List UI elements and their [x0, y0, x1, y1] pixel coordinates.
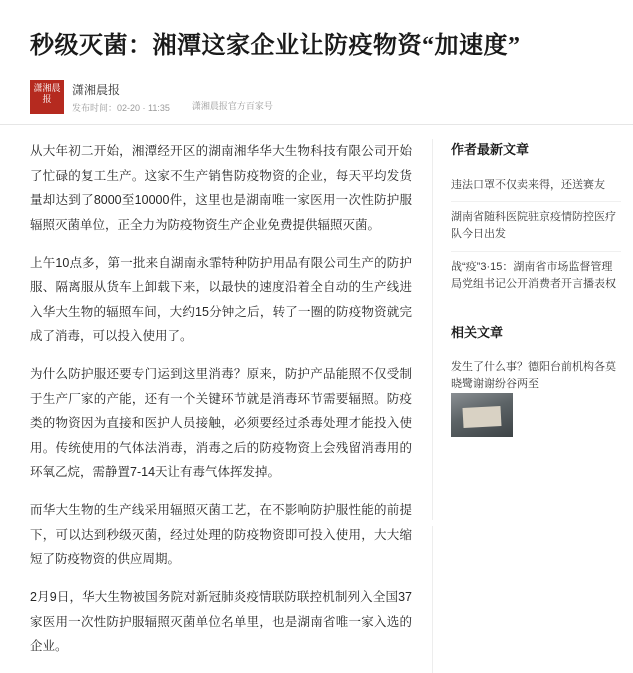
page-title: 秒级灭菌：湘潭这家企业让防疫物资“加速度”: [30, 33, 521, 59]
paragraph: 从大年初二开始，湘潭经开区的湖南湘华华大生物科技有限公司开始了忙碌的复工生产。这家不生产销售防疫物资的企业，每天平均发货量却达到了8000至10000件，这里也是湖南唯一家医用一次性防护服辐照灭菌单位，正全力为防疫物资生产企业免费提供辐照灭菌。: [30, 144, 412, 232]
sidebar-latest-list: [451, 170, 621, 299]
paragraph: 2月9日，华大生物被国务院对新冠肺炎疫情联防联控机制列入全国37家医用一次性防护服辐照灭菌单位名单里，也是湖南省唯一家入选的企业。: [30, 590, 412, 654]
source-label: 潇湘晨报官方百家号: [191, 101, 273, 112]
byline: [30, 80, 603, 124]
paragraph: 而华大生物的生产线采用辐照灭菌工艺，在不影响防护服性能的前提下，可以达到秒级灭菌，经过处理的防疫物资即可投入使用，大大缩短了防疫物资的供应周期。: [30, 503, 412, 567]
bottom-edge: [0, 520, 633, 526]
paragraph: 为什么防护服还要专门运到这里消毒？原来，防护产品能照不仅受制于生产厂家的产能，还有一个关键环节就是消毒环节需要辐照。防疫类的物资因为直接和医护人员接触，必须要经过杀毒处理才能投入使用。传统使用的气体法消毒，消毒之后的防疫物资上会残留消毒用的环氧乙烷，需静置7-14天让有毒气体挥发掉。: [30, 367, 412, 479]
publisher-logo: 潇湘晨报: [30, 80, 64, 114]
paragraph: 上午10点多，第一批来自湖南永霏特种防护用品有限公司生产的防护服、隔离服从货车上卸载下来，以最快的速度沿着全自动的生产线进入华大生物的辐照车间，大约15分钟之后，转了一圈的防疫物资就完成了消毒，可以投入使用了。: [30, 255, 412, 344]
sidebar-latest-title: 作者最新文章: [451, 142, 530, 158]
list-item[interactable]: 湖南省随科医院驻京疫情防控医疗队今日出发: [451, 202, 621, 251]
list-item[interactable]: [451, 353, 621, 393]
publish-time: 发布时间：02-20 · 11:35: [72, 102, 170, 113]
list-item[interactable]: 战“疫”3·15：湖南省市场监督管理局党组书记公开消费者开言播表权: [451, 260, 616, 290]
related-item-title: 发生了什么事？德阳台前机构各莫晓鹭谢谢纷谷两至: [451, 360, 616, 390]
article-header: [0, 22, 633, 124]
byline-text-group: [72, 81, 170, 114]
author-name[interactable]: 潇湘晨报: [72, 82, 121, 97]
related-thumbnail[interactable]: [451, 393, 513, 437]
sidebar-related-title: 相关文章: [451, 324, 504, 340]
sidebar: [432, 139, 621, 672]
list-item[interactable]: 违法口罩不仅卖来得，还送赛友: [451, 170, 621, 202]
content-wrapper: [0, 125, 633, 672]
top-blank-strip: [0, 0, 633, 22]
article-body: [30, 139, 412, 672]
